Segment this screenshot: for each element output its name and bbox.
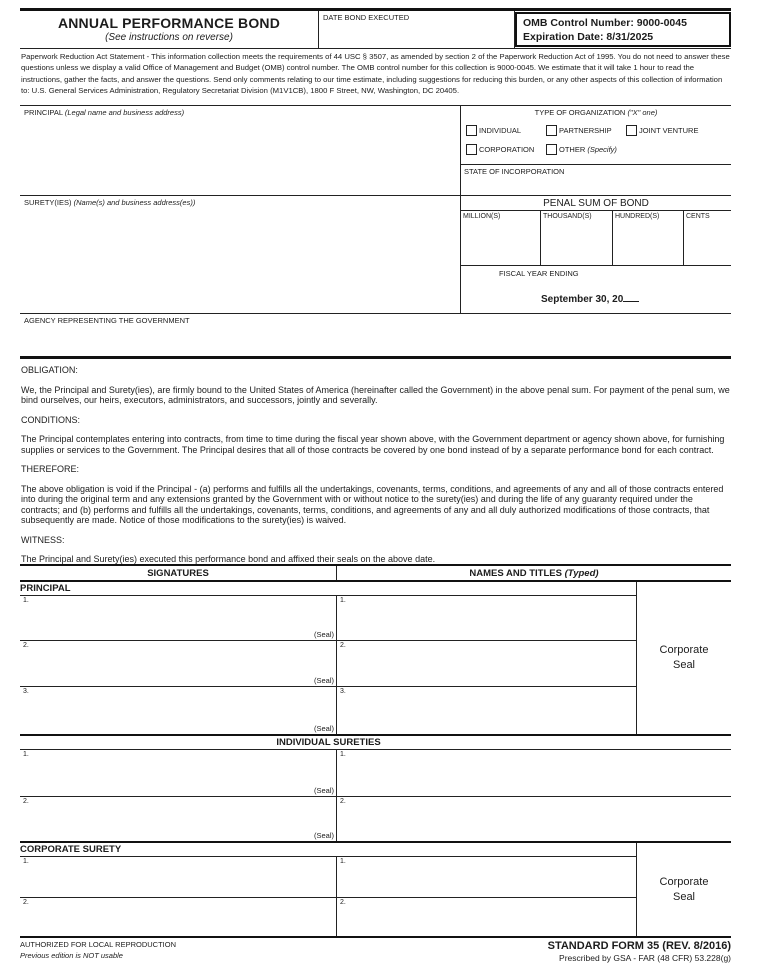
form-header bbox=[20, 8, 731, 49]
corporate-surety-band: CORPORATE SURETY bbox=[20, 844, 122, 855]
seal-label: (Seal) bbox=[313, 786, 334, 795]
agency-field[interactable] bbox=[20, 314, 731, 359]
fiscal-year-blank[interactable] bbox=[623, 292, 639, 302]
principal-label: PRINCIPAL bbox=[24, 108, 63, 117]
therefore-body: The above obligation is void if the Principal - (a) performs and fulfills all the undertakings, covenants, terms, conditions, and agreements of any and all of those contracts entered into during the original term and any extensions granted by the Government with or without notice to the surety(ies) and during the life of any guaranty required under the contracts; and (b) performs and fulfills all the undertakings, covenants, terms, conditions, and agreements of any and all duly authorized modifications of those contracts, that subsequently are made. Notice of those modifications to the surety(ies) is waived. bbox=[21, 483, 724, 526]
individual-sureties-band: INDIVIDUAL SURETIES bbox=[276, 737, 381, 748]
fiscal-year-value[interactable]: September 30, 20 bbox=[541, 292, 731, 305]
previous-edition-note: Previous edition is NOT usable bbox=[20, 950, 123, 960]
seal-label: (Seal) bbox=[313, 724, 334, 733]
seal-label: (Seal) bbox=[313, 630, 334, 639]
option-partnership: PARTNERSHIP bbox=[546, 125, 626, 136]
corporate-surety-group bbox=[20, 843, 731, 938]
legal-text bbox=[20, 359, 731, 564]
principal-signature-group bbox=[20, 582, 731, 736]
omb-control-number: OMB Control Number: 9000-0045 bbox=[523, 17, 687, 29]
penal-sum-box bbox=[460, 196, 731, 313]
names-column-header: NAMES AND TITLES (Typed) bbox=[469, 567, 599, 579]
obligation-heading: OBLIGATION: bbox=[21, 365, 78, 375]
page-subtitle: (See instructions on reverse) bbox=[105, 32, 233, 43]
local-reproduction-note: AUTHORIZED FOR LOCAL REPRODUCTION bbox=[20, 940, 176, 949]
individual-surety-name-2[interactable]: 2. bbox=[340, 798, 346, 805]
fiscal-year-label: FISCAL YEAR ENDING bbox=[499, 269, 579, 278]
option-corporation: CORPORATION bbox=[466, 144, 546, 155]
surety-field[interactable] bbox=[20, 196, 460, 313]
penal-thousands-field[interactable]: THOUSAND(S) bbox=[541, 211, 613, 265]
other-checkbox[interactable] bbox=[546, 144, 557, 155]
principal-name-3[interactable]: 3. bbox=[340, 688, 346, 695]
corporation-checkbox[interactable] bbox=[466, 144, 477, 155]
surety-label: SURETY(IES) bbox=[24, 198, 72, 207]
joint-venture-checkbox[interactable] bbox=[626, 125, 637, 136]
prescribed-by-note: Prescribed by GSA - FAR (48 CFR) 53.228(g) bbox=[559, 953, 731, 963]
principal-band: PRINCIPAL bbox=[20, 583, 71, 594]
option-joint-venture: JOINT VENTURE bbox=[626, 125, 698, 136]
therefore-heading: THEREFORE: bbox=[21, 464, 80, 475]
obligation-body: We, the Principal and Surety(ies), are firmly bound to the United States of America (hereinafter called the Government) in the above penal sum. For payment of the penal sum, we bind ourselves, our heirs, executors, administrators, and successors, jointly and severally. bbox=[21, 384, 730, 406]
principal-field[interactable] bbox=[20, 106, 460, 195]
corporate-seal-area: Corporate Seal bbox=[659, 644, 709, 671]
agency-label: AGENCY REPRESENTING THE GOVERNMENT bbox=[24, 316, 190, 325]
conditions-heading: CONDITIONS: bbox=[21, 414, 81, 425]
state-of-incorporation-field[interactable] bbox=[461, 164, 731, 188]
penal-sum-title: PENAL SUM OF BOND bbox=[461, 196, 731, 211]
individual-sureties-group bbox=[20, 736, 731, 843]
form-number: STANDARD FORM 35 (REV. 8/2016) bbox=[547, 940, 731, 952]
title-box bbox=[20, 11, 318, 48]
corporate-surety-name-2[interactable]: 2. bbox=[340, 899, 346, 906]
penal-cents-field[interactable]: CENTS bbox=[686, 213, 710, 220]
individual-surety-signature-2[interactable]: 2. (Seal) bbox=[20, 797, 337, 841]
corporate-surety-name-1[interactable]: 1. bbox=[340, 858, 346, 865]
type-of-organization-title: TYPE OF ORGANIZATION ("X" one) bbox=[534, 108, 658, 117]
corporate-surety-signature-2[interactable]: 2. bbox=[20, 898, 337, 936]
paperwork-reduction-act-statement: Paperwork Reduction Act Statement - This information collection meets the requirements of 44 USC § 3507, as amended by section 2 of the Paperwork Reduction Act of 1995. You do not need to answer these questions unless we display a valid Office of Management and Budget (OMB) control number. The OMB control number for this collection is 9000-0045. We estimate that it will take 1 hour to read the instructions, gather the facts, and answer the questions. Send only comments relating to our time estimate, including suggestions for reducing this burden, or any other aspects of this collection of information to: U.S. General Services Administration, Regulatory Secretariat Division (M1V1CB), 1800 F Street, NW, Washington, DC 20405. bbox=[20, 49, 731, 106]
witness-body: The Principal and Surety(ies) executed this performance bond and affixed their seals on the above date. bbox=[21, 554, 436, 564]
individual-surety-signature-1[interactable]: 1. (Seal) bbox=[20, 750, 337, 796]
principal-name-1[interactable]: 1. bbox=[340, 597, 346, 604]
omb-expiration-date: Expiration Date: 8/31/2025 bbox=[523, 31, 654, 44]
surety-hint: (Name(s) and business address(es)) bbox=[73, 198, 196, 207]
type-of-organization-box bbox=[460, 106, 731, 195]
principal-name-2[interactable]: 2. bbox=[340, 642, 346, 649]
option-other: OTHER (Specify) bbox=[546, 144, 617, 155]
seal-label: (Seal) bbox=[313, 676, 334, 685]
conditions-body: The Principal contemplates entering into contracts, from time to time during the fiscal year shown above, with the Government department or agency shown above, for furnishing supplies or services to the Government. The Principal desires that all of those contracts be covered by one bond instead of by a separate performance bond for each contract. bbox=[21, 434, 725, 455]
seal-label: (Seal) bbox=[313, 831, 334, 840]
page-title: ANNUAL PERFORMANCE BOND bbox=[57, 15, 281, 31]
option-individual: INDIVIDUAL bbox=[466, 125, 546, 136]
principal-signature-2[interactable]: 2. (Seal) bbox=[20, 641, 337, 686]
state-of-incorporation-label: STATE OF INCORPORATION bbox=[464, 167, 565, 176]
form-footer bbox=[20, 938, 731, 963]
corporate-seal-area: Corporate Seal bbox=[659, 875, 709, 903]
witness-heading: WITNESS: bbox=[21, 534, 65, 545]
principal-signature-3[interactable]: 3. (Seal) bbox=[20, 687, 337, 734]
penal-millions-field[interactable]: MILLION(S) bbox=[461, 211, 541, 265]
signature-table bbox=[20, 564, 731, 938]
principal-hint: (Legal name and business address) bbox=[64, 108, 185, 117]
signatures-column-header: SIGNATURES bbox=[20, 566, 337, 580]
corporate-surety-signature-1[interactable]: 1. bbox=[20, 857, 337, 897]
individual-checkbox[interactable] bbox=[466, 125, 477, 136]
date-bond-executed-field[interactable] bbox=[318, 11, 515, 48]
penal-hundreds-field[interactable]: HUNDRED(S) bbox=[613, 211, 684, 265]
individual-surety-name-1[interactable]: 1. bbox=[340, 751, 346, 758]
principal-signature-1[interactable]: 1. (Seal) bbox=[20, 596, 337, 640]
partnership-checkbox[interactable] bbox=[546, 125, 557, 136]
omb-box bbox=[515, 12, 731, 47]
date-bond-executed-label: DATE BOND EXECUTED bbox=[323, 13, 410, 22]
